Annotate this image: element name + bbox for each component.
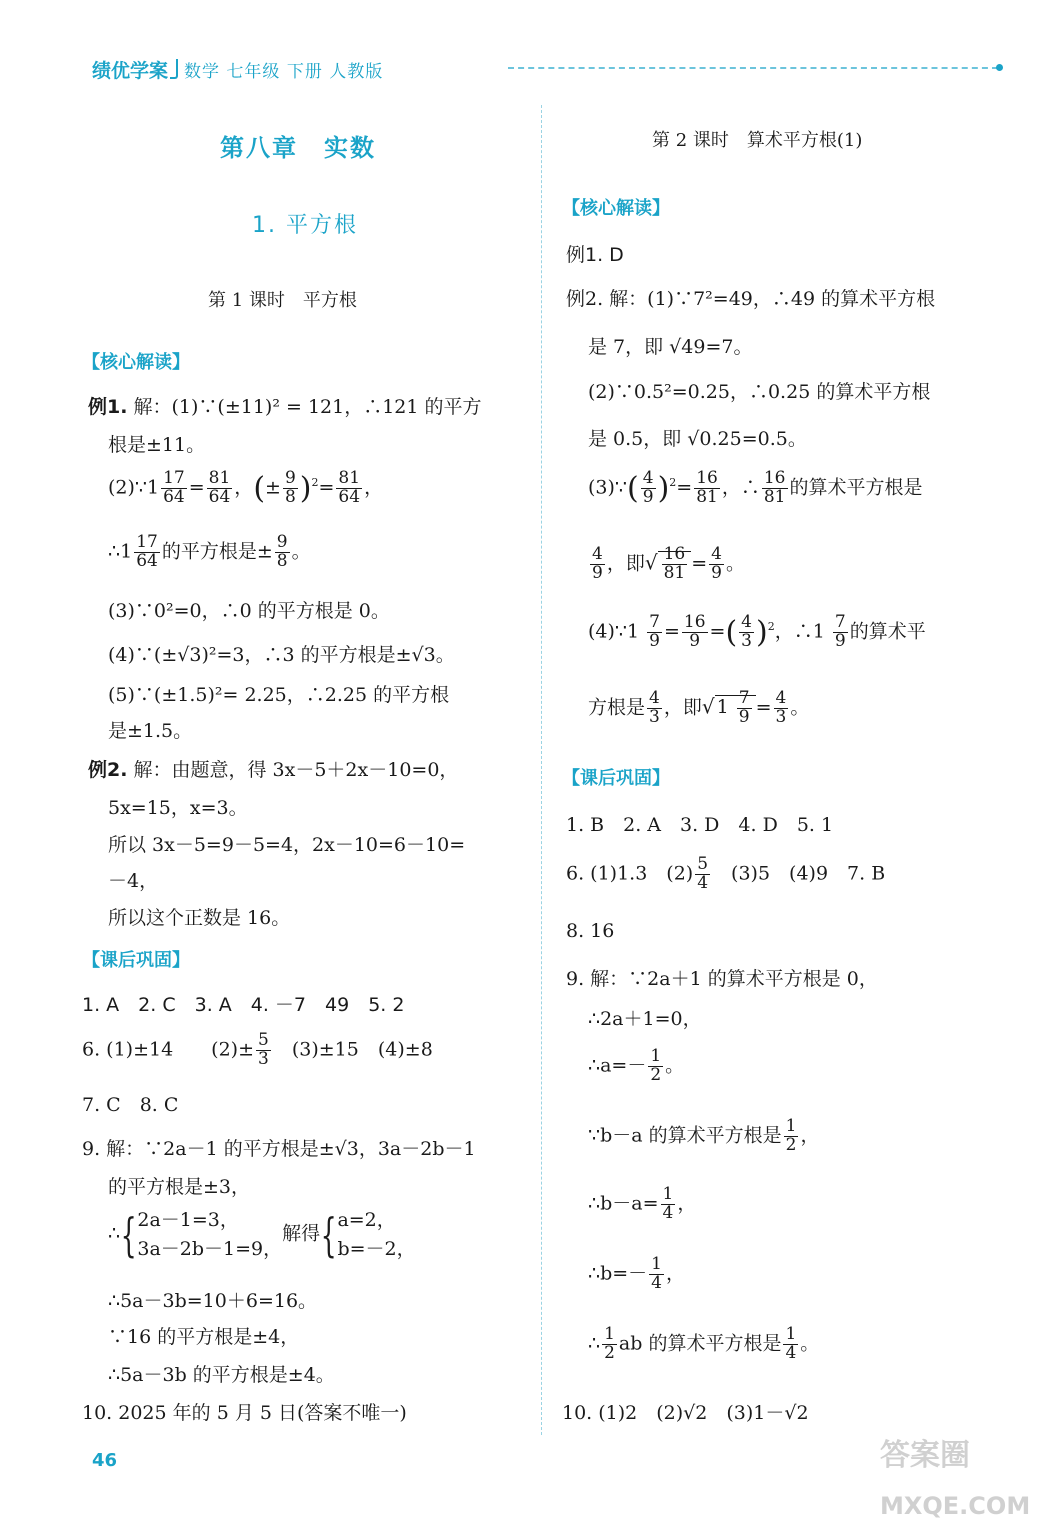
answers-7-8: 7. C 8. C [82, 1094, 179, 1116]
section-title: 1. 平方根 [252, 213, 358, 238]
example-2-line-1: 例2. 解：由题意，得 3x－5＋2x－10=0， [88, 759, 459, 781]
book-subtitle: 数学 七年级 下册 人教版 [184, 61, 384, 82]
practice-tag-2: 【课后巩固】 [562, 768, 670, 789]
right-example-2-line-3: (2)∵0.5²=0.25，∴0.25 的算术平方根 [588, 381, 931, 403]
lesson-title: 第 1 课时 平方根 [208, 290, 357, 311]
right-answer-9-line-1: 9. 解：∵2a＋1 的算术平方根是 0， [566, 968, 878, 990]
page-number: 46 [92, 1450, 118, 1471]
right-answers-6-7: 6. (1)1.3 (2) $\frac{5}{4}$ (3)5 (4)9 7. B [566, 854, 886, 893]
lesson-2-title: 第 2 课时 算术平方根(1) [652, 130, 863, 151]
right-example-2-part-4-b: 方根是 $\frac{4}{3}$ ，即√ 1 $\frac{7}{9}$ = $\frac{4}{3}$ 。 [588, 688, 810, 727]
right-example-1: 例1. D [566, 244, 624, 266]
example-1-part-5: (5)∵(±1.5)²= 2.25，∴2.25 的平方根 [108, 684, 450, 706]
right-answer-9-line-3: ∴a=－ $\frac{1}{2}$ 。 [588, 1046, 685, 1085]
watermark-url: MXQE.COM [880, 1492, 1031, 1520]
answer-9-system: ∴{ 2a－1=3， 3a－2b－1=9， 解得{ a=2， b=－2， [108, 1207, 416, 1262]
right-answer-10: 10. (1)2 (2)√2 (3)1－√2 [562, 1402, 809, 1424]
right-example-2-part-3-b: $\frac{4}{9}$ ，即√ $\frac{16}{81}$ = $\frac{4}{9}$ 。 [592, 544, 745, 583]
right-example-2-part-3: (3)∵( $\frac{4}{9}$ )$^2$= $\frac{16}{81}$ ，∴ $\frac{16}{81}$ 的算术平方根是 [588, 468, 923, 507]
brand-bracket-icon [170, 59, 178, 79]
example-2-line-3: 所以 3x－5=9－5=4，2x－10=6－10= [108, 834, 466, 856]
right-example-2-line-1: 例2. 解：(1)∵7²=49，∴49 的算术平方根 [566, 288, 936, 310]
practice-tag: 【课后巩固】 [82, 950, 190, 971]
answer-9-line-5: ∵16 的平方根是±4， [108, 1326, 300, 1348]
example-1-line-1: 例1. 解：(1)∵(±11)² = 121，∴121 的平方 [88, 396, 482, 418]
answer-9-line-6: ∴5a－3b 的平方根是±4。 [108, 1364, 335, 1386]
column-divider [541, 105, 542, 1435]
answer-9-line-2: 的平方根是±3， [108, 1176, 251, 1198]
answers-1-5: 1. A 2. C 3. A 4. －7 49 5. 2 [82, 994, 405, 1016]
example-1-part-4: (4)∵(±√3)²=3，∴3 的平方根是±√3。 [108, 644, 455, 666]
right-answer-9-line-5: ∴b－a= $\frac{1}{4}$ ， [588, 1184, 697, 1223]
answer-9-line-1: 9. 解：∵2a－1 的平方根是±√3，3a－2b－1 [82, 1138, 476, 1160]
answers-6: 6. (1)±14 (2)± $\frac{5}{3}$ (3)±15 (4)±8 [82, 1030, 433, 1069]
header-dashed-line [508, 67, 998, 69]
watermark-logo: 答案圈 [880, 1438, 970, 1473]
right-answer-8: 8. 16 [566, 920, 615, 942]
right-example-2-line-4: 是 0.5，即 √0.25=0.5。 [588, 428, 807, 450]
core-reading-tag-2: 【核心解读】 [562, 198, 670, 219]
right-answer-9-line-4: ∵b－a 的算术平方根是 $\frac{1}{2}$ ， [588, 1116, 820, 1155]
header-dot-icon [996, 64, 1003, 71]
example-2-line-2: 5x=15，x=3。 [108, 797, 248, 819]
right-answer-9-line-7: ∴ $\frac{1}{2}$ ab 的算术平方根是 $\frac{1}{4}$ 。 [588, 1324, 820, 1363]
answer-9-line-4: ∴5a－3b=10＋6=16。 [108, 1290, 318, 1312]
chapter-title: 第八章 实数 [220, 134, 376, 162]
running-header [92, 54, 383, 84]
right-answers-1-5: 1. B 2. A 3. D 4. D 5. 1 [566, 814, 834, 836]
right-example-2-part-4: (4)∵1 $\frac{7}{9}$ = $\frac{16}{9}$ =( $\frac{4}{3}$ )$^2$，∴1 $\frac{7}{9}$ 的算术平 [588, 612, 926, 651]
answer-10: 10. 2025 年的 5 月 5 日(答案不唯一) [82, 1402, 407, 1424]
example-2-line-4: －4， [108, 870, 159, 892]
example-2-line-5: 所以这个正数是 16。 [108, 907, 291, 929]
example-1-part-5-b: 是±1.5。 [108, 720, 193, 742]
example-1-part-2: (2)∵1 $\frac{17}{64}$ = $\frac{81}{64}$ ，(± $\frac{9}{8}$ )$^2$= $\frac{81}{64}$ ， [108, 468, 384, 507]
right-answer-9-line-2: ∴2a＋1=0， [588, 1008, 702, 1030]
example-1-part-2-conclusion: ∴1 $\frac{17}{64}$ 的平方根是± $\frac{9}{8}$ 。 [108, 532, 311, 571]
example-1-line-2: 根是±11。 [108, 434, 206, 456]
core-reading-tag: 【核心解读】 [82, 352, 190, 373]
right-answer-9-line-6: ∴b=－ $\frac{1}{4}$ ， [588, 1254, 686, 1293]
right-example-2-line-2: 是 7，即 √49=7。 [588, 336, 753, 358]
brand-logo: 绩优学案 [92, 59, 169, 82]
example-1-part-3: (3)∵0²=0，∴0 的平方根是 0。 [108, 600, 390, 622]
